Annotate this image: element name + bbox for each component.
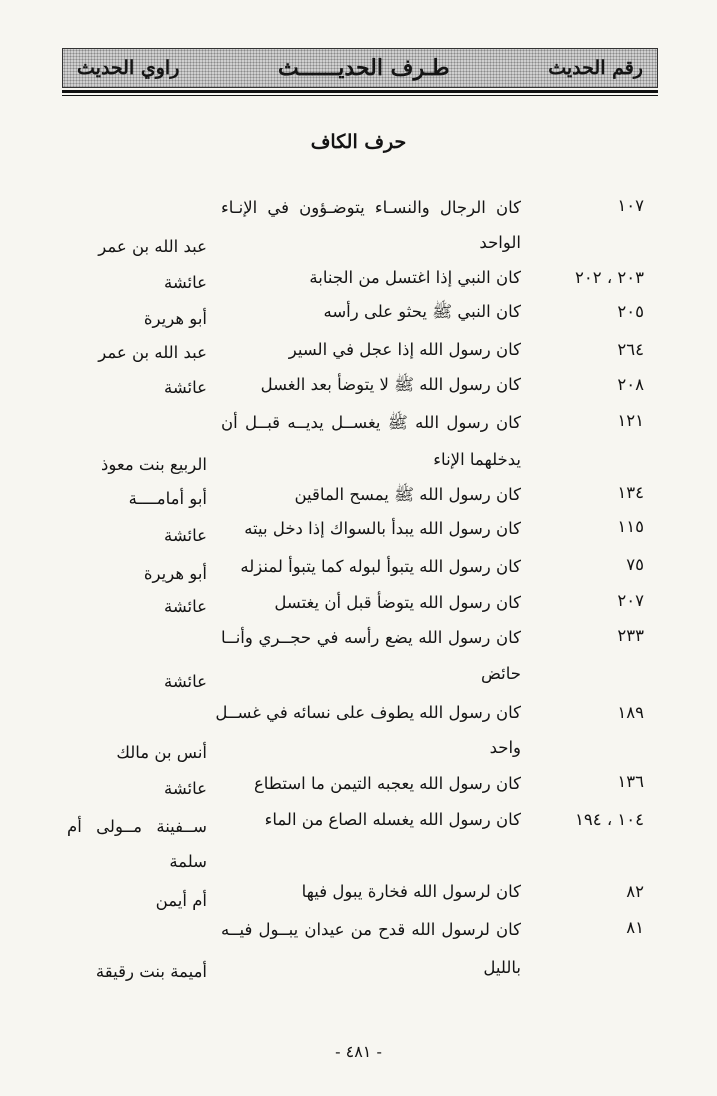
narrator: عائشة: [163, 526, 207, 545]
narrator: عائشة: [163, 378, 207, 397]
narrator: الربيع بنت معوذ: [100, 455, 207, 474]
hadith-text-line: واحد: [489, 738, 521, 757]
hadith-number: ١٠٤ ، ١٩٤: [574, 810, 644, 829]
hadith-number: ٢٠٨: [617, 375, 644, 394]
hadith-text-line: بالليل: [483, 958, 521, 977]
hadith-number: ١٠٧: [617, 196, 644, 215]
narrator: عائشة: [163, 273, 207, 292]
hadith-number: ٨٢: [626, 882, 644, 901]
hadith-number: ٢٦٤: [617, 340, 644, 359]
narrator: عبد الله بن عمر: [98, 343, 207, 362]
hadith-text-line: كان النبي إذا اغتسل من الجنابة: [309, 268, 521, 287]
header-hadith-text: طـرف الحديــــــث: [278, 55, 450, 81]
hadith-text-line: يدخلهما الإناء: [433, 450, 521, 469]
hadith-number: ١٨٩: [617, 703, 644, 722]
narrator: سلمة: [169, 852, 207, 871]
hadith-text-line: كان رسول الله يتبوأ لبوله كما يتبوأ لمنزله: [240, 557, 521, 576]
narrator: أنس بن مالك: [116, 743, 207, 762]
hadith-number: ٢٠٥: [617, 302, 644, 321]
hadith-number: ٧٥: [626, 555, 644, 574]
hadith-text-line: كان رسول الله يضع رأسه في حجــري وأنــا: [221, 628, 521, 647]
narrator: عبد الله بن عمر: [98, 237, 207, 256]
hadith-number: ٢٣٣: [617, 626, 644, 645]
hadith-text-line: كان رسول الله يعجبه التيمن ما استطاع: [253, 774, 521, 793]
hadith-number: ١١٥: [617, 517, 644, 536]
hadith-number: ٨١: [626, 918, 644, 937]
narrator: عائشة: [163, 672, 207, 691]
hadith-text-line: كان رسول الله ﷺ يغســل يديــه قبــل أن: [221, 413, 521, 432]
hadith-number: ١٣٦: [617, 772, 644, 791]
hadith-number: ١٣٤: [617, 483, 644, 502]
header-rule-thick: [62, 90, 658, 93]
narrator: عائشة: [163, 597, 207, 616]
header-rule-thin: [62, 95, 658, 96]
narrator: ســفينة مــولى أم: [67, 817, 207, 836]
header-hadith-number: رقم الحديث: [548, 57, 643, 79]
hadith-text-line: كان رسول الله يطوف على نسائه في غســل: [215, 703, 521, 722]
page-number: - ٤٨١ -: [335, 1042, 382, 1061]
hadith-text-line: كان رسول الله ﷺ لا يتوضأ بعد الغسل: [260, 375, 521, 394]
hadith-number: ٢٠٧: [617, 591, 644, 610]
hadith-text-line: كان رسول الله يتوضأ قبل أن يغتسل: [274, 593, 521, 612]
hadith-text-line: كان رسول الله ﷺ يمسح الماقين: [294, 485, 521, 504]
hadith-number: ٢٠٣ ، ٢٠٢: [574, 268, 644, 287]
table-header: [62, 48, 658, 88]
hadith-text-line: كان الرجال والنسـاء يتوضـؤون في الإنـاء: [221, 198, 521, 217]
narrator: أبو هريرة: [143, 309, 207, 328]
narrator: أبو أمامــــة: [128, 489, 207, 508]
narrator: أم أيمن: [155, 891, 207, 910]
hadith-text-line: كان رسول الله إذا عجل في السير: [288, 340, 521, 359]
hadith-text-line: الواحد: [479, 233, 521, 252]
hadith-text-line: كان النبي ﷺ يحثو على رأسه: [323, 302, 521, 321]
narrator: عائشة: [163, 779, 207, 798]
hadith-text-line: كان لرسول الله قدح من عيدان يبــول فيــه: [221, 920, 521, 939]
header-narrator: راوي الحديث: [77, 57, 180, 79]
hadith-text-line: حائض: [480, 664, 521, 683]
section-title: حرف الكاف: [310, 131, 407, 153]
narrator: أميمة بنت رقيقة: [95, 962, 207, 981]
narrator: أبو هريرة: [143, 564, 207, 583]
hadith-number: ١٢١: [617, 411, 644, 430]
hadith-text-line: كان رسول الله يبدأ بالسواك إذا دخل بيته: [244, 519, 521, 538]
hadith-text-line: كان رسول الله يغسله الصاع من الماء: [264, 810, 521, 829]
hadith-text-line: كان لرسول الله فخارة يبول فيها: [301, 882, 521, 901]
